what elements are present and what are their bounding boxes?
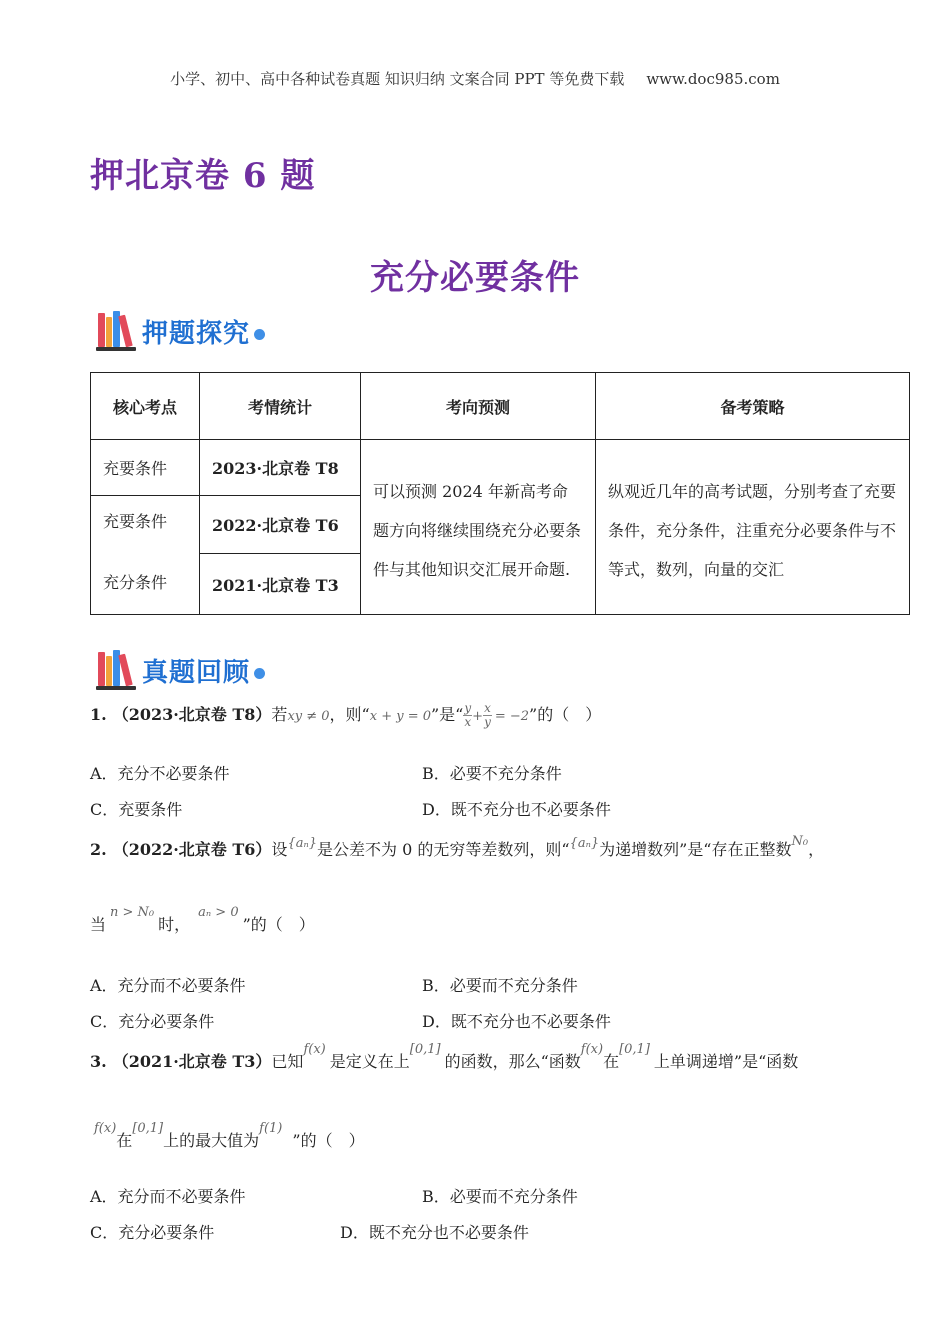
math-expr: [0,1] <box>619 1042 650 1057</box>
question-text: 是公差不为 0 的无穷等差数列，则“ <box>317 840 570 859</box>
question-text: 已知 <box>271 1052 304 1071</box>
exam-analysis-table <box>90 372 910 615</box>
question-text: 上单调递增”是“函数 <box>653 1052 799 1071</box>
math-expr: {aₙ} <box>287 836 317 851</box>
option-c[interactable]: C．充分必要条件 <box>90 1012 215 1031</box>
question-text: ，则“ <box>329 705 370 724</box>
option-a[interactable]: A．充分不必要条件 <box>90 764 230 783</box>
topic-cell: 充要条件 <box>103 512 168 531</box>
math-expr: f(1) <box>259 1121 283 1136</box>
question-text: 在 <box>116 1131 133 1150</box>
header-cell: 核心考点 <box>91 373 200 440</box>
question-text: ”的（ ） <box>529 705 602 724</box>
question-text: 时， <box>158 915 191 934</box>
header-cell: 备考策略 <box>596 373 910 440</box>
math-expr: f(x) <box>303 1042 326 1057</box>
math-expr: [0,1] <box>409 1042 441 1057</box>
math-expr: + <box>472 709 484 724</box>
question-number: 2. <box>90 840 107 859</box>
section-title: 真题回顾 <box>142 657 251 688</box>
option-b[interactable]: B．必要而不充分条件 <box>422 976 578 995</box>
section-heading-review <box>96 645 265 695</box>
question-text: ”的（ ） <box>242 915 315 934</box>
fraction: $\frac{x}{y}$ <box>484 701 491 729</box>
option-c[interactable]: C．充要条件 <box>90 800 183 819</box>
stat-cell: 2022·北京卷 T6 <box>200 496 361 554</box>
header-text: 小学、初中、高中各种试卷真题 知识归纳 文案合同 PPT 等免费下载 <box>170 70 625 88</box>
topic-cell: 充要条件 <box>91 440 200 496</box>
question-3 <box>90 1042 799 1072</box>
stat-cell: 2023·北京卷 T8 <box>200 440 361 496</box>
question-2-continued <box>90 905 315 935</box>
math-expr: N₀ <box>791 834 809 849</box>
question-source: （2021·北京卷 T3） <box>112 1052 272 1071</box>
topic-merged-cell <box>91 496 200 615</box>
header-cell: 考向预测 <box>361 373 596 440</box>
strategy-cell: 纵观近几年的高考试题，分别考查了充要条件，充分条件，注重充分必要条件与不等式，数列，向量的交汇 <box>596 440 910 615</box>
question-source: （2023·北京卷 T8） <box>112 705 272 724</box>
question-3-continued <box>94 1121 365 1151</box>
option-a[interactable]: A．充分而不必要条件 <box>90 1187 246 1206</box>
section-heading-explore <box>96 306 265 356</box>
header-url[interactable]: www.doc985.com <box>646 70 780 88</box>
option-c[interactable]: C．充分必要条件 <box>90 1223 215 1242</box>
option-a[interactable]: A．充分而不必要条件 <box>90 976 246 995</box>
forecast-cell: 可以预测 2024 年新高考命题方向将继续围绕充分必要条件与其他知识交汇展开命题. <box>361 440 596 615</box>
dot-icon <box>254 668 265 679</box>
page-title: 押北京卷 6 题 <box>90 156 316 196</box>
stat-cell: 2021·北京卷 T3 <box>200 554 361 615</box>
question-source: （2022·北京卷 T6） <box>112 840 272 859</box>
question-text: 上的最大值为 <box>163 1131 260 1150</box>
page-header <box>0 68 950 89</box>
question-text: 若 <box>271 705 288 724</box>
question-text: ”的（ ） <box>292 1131 365 1150</box>
page-subtitle: 充分必要条件 <box>370 258 580 298</box>
section-title: 押题探究 <box>142 318 251 349</box>
math-expr: xy ≠ 0 <box>287 709 330 724</box>
option-b[interactable]: B．必要不充分条件 <box>422 764 562 783</box>
question-text: ， <box>808 840 825 859</box>
math-expr: x + y = 0 <box>369 709 431 724</box>
topic-cell: 充分条件 <box>103 573 168 592</box>
question-text: 为递增数列”是“存在正整数 <box>599 840 792 859</box>
option-d[interactable]: D．既不充分也不必要条件 <box>422 800 611 819</box>
math-expr: f(x) <box>94 1121 117 1136</box>
question-number: 3. <box>90 1052 107 1071</box>
fraction: $\frac{y}{x}$ <box>464 701 472 729</box>
option-d[interactable]: D．既不充分也不必要条件 <box>340 1223 529 1242</box>
question-text: 是定义在上 <box>329 1052 410 1071</box>
books-icon <box>96 648 138 692</box>
math-expr: {aₙ} <box>569 836 600 851</box>
option-b[interactable]: B．必要而不充分条件 <box>422 1187 578 1206</box>
question-text: 的函数，那么“函数 <box>444 1052 581 1071</box>
question-text: 在 <box>603 1052 620 1071</box>
question-2 <box>90 834 825 860</box>
math-expr: f(x) <box>580 1042 604 1057</box>
dot-icon <box>254 329 265 340</box>
question-1 <box>90 702 601 729</box>
question-text: ”是“ <box>431 705 464 724</box>
math-expr: [0,1] <box>132 1121 164 1136</box>
math-expr: aₙ > 0 <box>198 905 239 920</box>
math-expr: = −2 <box>494 709 530 724</box>
books-icon <box>96 309 138 353</box>
question-text: 当 <box>90 915 107 934</box>
question-number: 1. <box>90 705 107 724</box>
question-text: 设 <box>271 840 288 859</box>
math-expr: n > N₀ <box>110 905 155 920</box>
option-d[interactable]: D．既不充分也不必要条件 <box>422 1012 611 1031</box>
header-cell: 考情统计 <box>200 373 361 440</box>
